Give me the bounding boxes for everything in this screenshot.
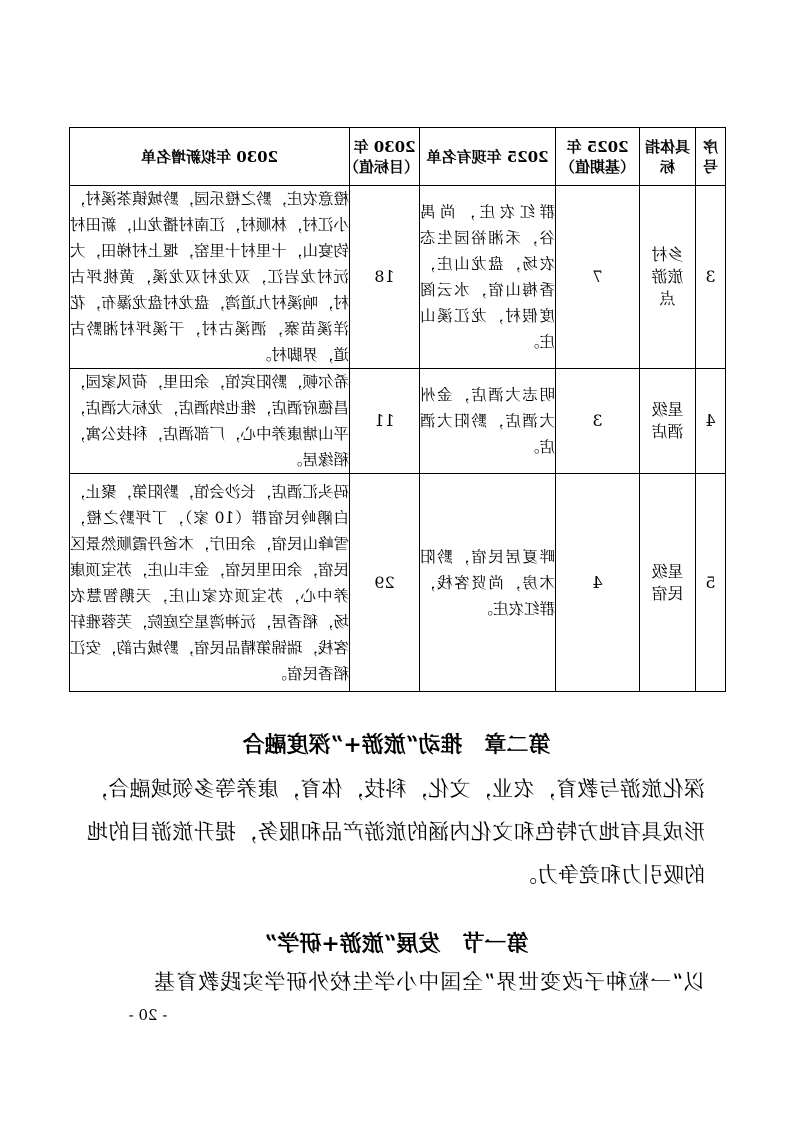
row-new-list: 希尔顿，黔阳宾馆，余田里，荷风家园，昌德府酒店，维也纳酒店，龙标大酒店，平山塘康养中心，厂部酒店，科技公寓，稻缘居。	[70, 369, 350, 474]
tourism-list-table	[69, 127, 726, 692]
row-current-list: 群红农庄，尚禺谷，禾湘裕园生态农场，盘龙山庄，香梅山宿，水云阁度假村，龙江溪山庄。	[420, 186, 556, 369]
page-number: - 20 -	[128, 1006, 168, 1024]
header-seq: 序号	[696, 128, 726, 186]
header-base: 2025 年（基期值）	[556, 128, 640, 186]
header-indicator: 具体指标	[640, 128, 696, 186]
table-row	[70, 474, 726, 692]
row-seq: 4	[696, 369, 726, 474]
row-new-list: 码头汇酒店，长沙会馆，黔阳第，聚止，白鹇岭民宿群（10 家），丁坪黔之橙，雪峰山民宿，余田庁，木爸丹霞顺然景区民宿，余田里民宿，金丰山庄，苏宝顶康养中心，苏宝顶农家山庄，天鹅智慧农场，稻香居，沅神湾星空庭院，芙蓉雅轩客栈，瑞锦第精品民宿，黔城古韵，安江稻香民宿。	[70, 474, 350, 692]
row-base: 4	[556, 474, 640, 692]
row-indicator: 星级酒店	[640, 369, 696, 474]
chapter-title: 第二章 推动“旅游+”深度融合	[242, 732, 551, 758]
row-current-list: 明志大酒店，金州大酒店，黔阳大酒店。	[420, 369, 556, 474]
header-current-list: 2025 年现有名单	[420, 128, 556, 186]
chapter-paragraph: 深化旅游与教育，农业，文化，科技，体育，康养等多领域融合，形成具有地方特色和文化内涵的旅游产品和服务，提升旅游目的地的吸引力和竞争力。	[87, 777, 705, 887]
row-indicator: 乡村旅游点	[640, 186, 696, 369]
table-header-row	[70, 128, 726, 186]
header-target: 2030 年（目标值）	[350, 128, 420, 186]
row-target: 18	[350, 186, 420, 369]
row-target: 29	[350, 474, 420, 692]
section-title: 第一节 发展“旅游+研学”	[264, 931, 529, 957]
table-row	[70, 186, 726, 369]
row-seq: 5	[696, 474, 726, 692]
row-target: 11	[350, 369, 420, 474]
row-base: 3	[556, 369, 640, 474]
row-base: 7	[556, 186, 640, 369]
row-new-list: 橙意农庄，黔之橙乐园，黔城镇茶溪村，小江村，林顺村，江南村播龙山，新田村钧宴山，十里村十里窑，堰上村梯田，大沅村龙岩江，双龙村双龙溪，黄桃坪古村，响溪村九道湾，盘龙村盘龙瀑布，花洋溪苗寨，洒溪古村，干溪坪村湘黔古道，界脚村。	[70, 186, 350, 369]
header-new-list: 2030 年拟新增名单	[70, 128, 350, 186]
row-current-list: 畔夏居民宿，黔阳木房，尚贤客栈，群红农庄。	[420, 474, 556, 692]
row-indicator: 星级民宿	[640, 474, 696, 692]
table-row	[70, 369, 726, 474]
section-paragraph: 以“一粒种子改变世界”全国中小学生校外研学实践教育基	[153, 970, 705, 994]
row-seq: 3	[696, 186, 726, 369]
